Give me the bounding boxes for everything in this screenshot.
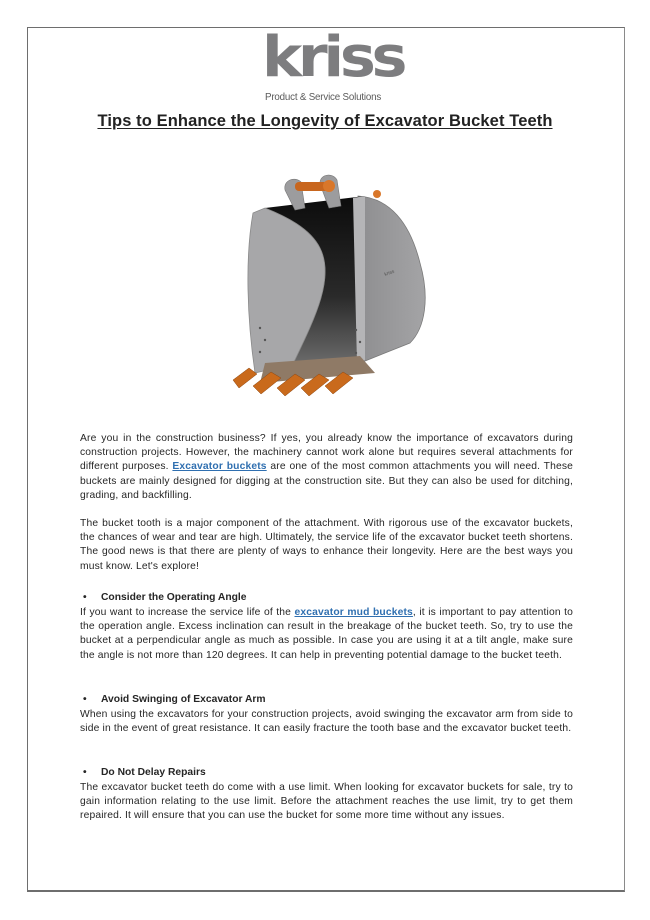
bullet-icon: • [83, 767, 87, 778]
swinging-arm-paragraph: When using the excavators for your construction projects, avoid swinging the excavator arm from side to side in the event of great resistance. It can easily fracture the tooth base and the excavator bucket teeth. [80, 709, 573, 735]
operating-angle-paragraph: If you want to increase the service life of the excavator mud buckets, it is important to pay attention to the operation angle. Excess inclination can result in the breakage of the bucket teeth. So, try to use the bucket at a perpendicular angle as much as possible. In case you are using it at a tilt angle, make sure the angle is not more than 120 degrees. It can help in preventing potential damage to the bucket teeth. [80, 607, 574, 661]
logo-wordmark: kriss [262, 25, 404, 90]
intro-paragraph: Are you in the construction business? If yes, you already know the importance of excavators during construction projects. However, the machinery cannot work alone but requires several attachments for different purposes. Excavator buckets are one of the most common attachments you will need. These buckets are mainly designed for digging at the construction site. But they can also be used for ditching, grading, and backfilling. [80, 433, 574, 501]
excavator-buckets-link[interactable]: Excavator buckets [172, 461, 267, 473]
tooth [233, 368, 257, 388]
bullet-icon: • [83, 694, 87, 705]
tooth [253, 372, 281, 394]
excavator-bucket-image [225, 168, 440, 398]
svg-text:kriss: kriss [383, 268, 396, 278]
excavator-mud-buckets-link[interactable]: excavator mud buckets [294, 607, 413, 618]
bullet-icon: • [83, 592, 87, 603]
section-heading-repairs: • Do Not Delay Repairs [83, 767, 206, 778]
section-heading-operating-angle: • Consider the Operating Angle [83, 592, 247, 603]
section-heading-swinging-arm: • Avoid Swinging of Excavator Arm [83, 694, 266, 705]
repairs-paragraph: The excavator bucket teeth do come with a use limit. When looking for excavator buckets for sale, try to gain information relating to the use limit. Before the attachment reaches the use limit, try to get them repaired. It will ensure that you can use the bucket for some more time without any issues. [80, 782, 573, 822]
bucket-side-plate [358, 196, 425, 363]
page-title: Tips to Enhance the Longevity of Excavator Bucket Teeth [97, 112, 553, 130]
logo-tagline: Product & Service Solutions [265, 91, 382, 103]
bucket-tooth-paragraph: The bucket tooth is a major component of the attachment. With rigorous use of the excavator buckets, the chances of wear and tear are high. Ultimately, the service life of the excavator bucket teeth shortens. The good news is that there are plenty of ways to enhance their longevity. Here are the best ways you must know. Let's explore! [80, 518, 573, 572]
kriss-logo [262, 25, 404, 106]
